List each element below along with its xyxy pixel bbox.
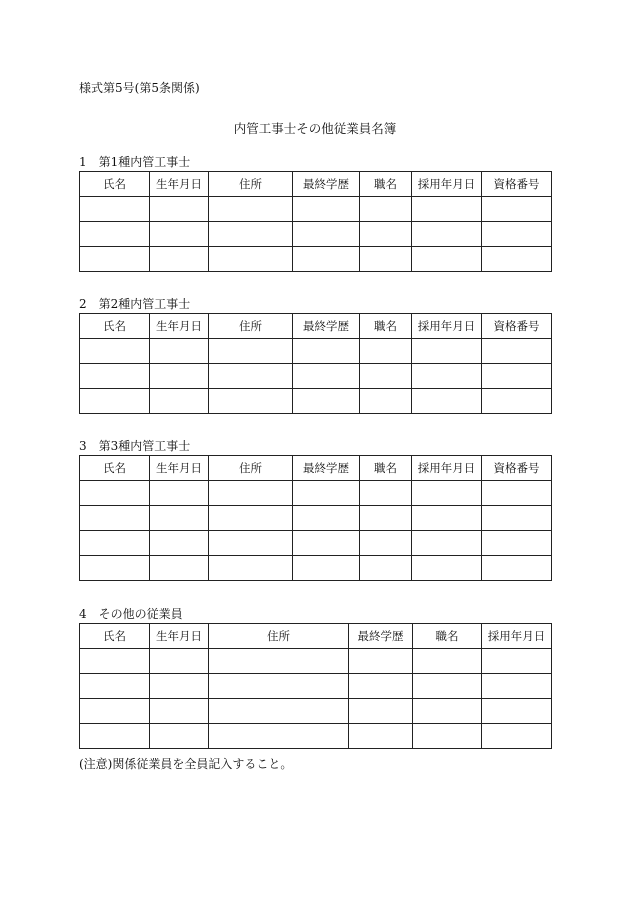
table-cell[interactable] — [412, 247, 482, 272]
table-header-row — [80, 314, 552, 339]
table-row — [80, 531, 552, 556]
table-row — [80, 247, 552, 272]
column-header: 採用年月日 — [482, 624, 552, 649]
table-row — [80, 506, 552, 531]
table-row — [80, 364, 552, 389]
table-cell[interactable] — [360, 556, 412, 581]
table-cell[interactable] — [360, 481, 412, 506]
table-cell[interactable] — [482, 222, 552, 247]
table-cell[interactable] — [293, 364, 360, 389]
column-header: 資格番号 — [482, 314, 552, 339]
table-cell[interactable] — [150, 389, 209, 414]
table-row — [80, 389, 552, 414]
table-cell[interactable] — [209, 699, 349, 724]
table-cell[interactable] — [360, 389, 412, 414]
table-cell[interactable] — [80, 197, 150, 222]
table-cell[interactable] — [360, 222, 412, 247]
column-header: 資格番号 — [482, 456, 552, 481]
table-cell[interactable] — [80, 339, 150, 364]
table-cell[interactable] — [209, 556, 293, 581]
table-cell[interactable] — [482, 506, 552, 531]
table-cell[interactable] — [209, 724, 349, 749]
table-header-row — [80, 456, 552, 481]
table-cell[interactable] — [150, 531, 209, 556]
table-row — [80, 699, 552, 724]
table-cell[interactable] — [150, 556, 209, 581]
table-cell[interactable] — [209, 222, 293, 247]
table-cell[interactable] — [412, 339, 482, 364]
table-cell[interactable] — [80, 389, 150, 414]
column-header: 職名 — [360, 456, 412, 481]
table-cell[interactable] — [412, 389, 482, 414]
table-cell[interactable] — [293, 197, 360, 222]
column-header: 採用年月日 — [412, 172, 482, 197]
table-cell[interactable] — [293, 556, 360, 581]
table-cell[interactable] — [482, 481, 552, 506]
table-cell[interactable] — [80, 556, 150, 581]
section-heading: 2 第2種内管工事士 — [79, 297, 191, 311]
section-heading: 4 その他の従業員 — [79, 607, 183, 621]
table-row — [80, 649, 552, 674]
column-header: 資格番号 — [482, 172, 552, 197]
table-cell[interactable] — [209, 339, 293, 364]
column-header: 職名 — [413, 624, 482, 649]
table-cell[interactable] — [80, 481, 150, 506]
column-header: 最終学歴 — [293, 314, 360, 339]
section-first-class — [79, 154, 551, 272]
table-cell[interactable] — [482, 674, 552, 699]
table-cell[interactable] — [150, 674, 209, 699]
table-cell[interactable] — [360, 339, 412, 364]
column-header: 最終学歴 — [349, 624, 413, 649]
table-cell[interactable] — [349, 724, 413, 749]
table-cell[interactable] — [150, 364, 209, 389]
column-header: 氏名 — [80, 314, 150, 339]
table-cell[interactable] — [293, 247, 360, 272]
column-header: 氏名 — [80, 172, 150, 197]
table-cell[interactable] — [80, 724, 150, 749]
column-header: 職名 — [360, 314, 412, 339]
column-header: 職名 — [360, 172, 412, 197]
table-cell[interactable] — [209, 247, 293, 272]
table-cell[interactable] — [413, 674, 482, 699]
form-reference: 様式第5号(第5条関係) — [79, 81, 200, 95]
employee-table — [79, 313, 552, 414]
table-cell[interactable] — [482, 247, 552, 272]
table-cell[interactable] — [150, 724, 209, 749]
table-cell[interactable] — [360, 364, 412, 389]
table-cell[interactable] — [80, 674, 150, 699]
table-row — [80, 197, 552, 222]
table-cell[interactable] — [80, 222, 150, 247]
section-second-class — [79, 296, 551, 414]
table-row — [80, 339, 552, 364]
column-header: 生年月日 — [150, 456, 209, 481]
table-cell[interactable] — [209, 389, 293, 414]
table-cell[interactable] — [360, 197, 412, 222]
table-cell[interactable] — [412, 531, 482, 556]
table-cell[interactable] — [360, 531, 412, 556]
column-header: 氏名 — [80, 456, 150, 481]
table-cell[interactable] — [209, 364, 293, 389]
table-cell[interactable] — [209, 649, 349, 674]
column-header: 最終学歴 — [293, 172, 360, 197]
column-header: 生年月日 — [150, 624, 209, 649]
table-cell[interactable] — [360, 247, 412, 272]
table-cell[interactable] — [413, 724, 482, 749]
table-cell[interactable] — [80, 364, 150, 389]
column-header: 採用年月日 — [412, 314, 482, 339]
table-cell[interactable] — [80, 247, 150, 272]
table-cell[interactable] — [150, 649, 209, 674]
table-cell[interactable] — [360, 506, 412, 531]
table-cell[interactable] — [482, 339, 552, 364]
column-header: 採用年月日 — [412, 456, 482, 481]
table-cell[interactable] — [349, 674, 413, 699]
table-cell[interactable] — [482, 699, 552, 724]
table-cell[interactable] — [293, 389, 360, 414]
table-cell[interactable] — [412, 556, 482, 581]
table-cell[interactable] — [412, 197, 482, 222]
table-cell[interactable] — [150, 339, 209, 364]
table-cell[interactable] — [150, 506, 209, 531]
table-cell[interactable] — [412, 481, 482, 506]
table-cell[interactable] — [150, 699, 209, 724]
column-header: 最終学歴 — [293, 456, 360, 481]
table-row — [80, 481, 552, 506]
table-cell[interactable] — [412, 222, 482, 247]
table-cell[interactable] — [482, 649, 552, 674]
table-cell[interactable] — [293, 481, 360, 506]
table-cell[interactable] — [150, 481, 209, 506]
table-cell[interactable] — [482, 389, 552, 414]
table-cell[interactable] — [413, 649, 482, 674]
employee-table — [79, 455, 552, 581]
table-cell[interactable] — [412, 506, 482, 531]
section-heading: 1 第1種内管工事士 — [79, 155, 191, 169]
table-cell[interactable] — [413, 699, 482, 724]
column-header: 生年月日 — [150, 314, 209, 339]
document-title: 内管工事士その他従業員名簿 — [233, 121, 397, 136]
table-cell[interactable] — [209, 481, 293, 506]
table-cell[interactable] — [482, 364, 552, 389]
table-cell[interactable] — [349, 699, 413, 724]
table-cell[interactable] — [209, 674, 349, 699]
table-cell[interactable] — [293, 339, 360, 364]
table-cell[interactable] — [150, 222, 209, 247]
table-cell[interactable] — [150, 247, 209, 272]
section-other-employees — [79, 606, 551, 749]
table-cell[interactable] — [80, 699, 150, 724]
column-header: 住所 — [209, 172, 293, 197]
employee-table — [79, 623, 552, 749]
table-cell[interactable] — [80, 531, 150, 556]
table-cell[interactable] — [412, 364, 482, 389]
table-cell[interactable] — [349, 649, 413, 674]
table-cell[interactable] — [482, 724, 552, 749]
table-cell[interactable] — [293, 531, 360, 556]
table-row — [80, 556, 552, 581]
column-header: 住所 — [209, 624, 349, 649]
table-cell[interactable] — [482, 531, 552, 556]
table-cell[interactable] — [482, 197, 552, 222]
table-cell[interactable] — [80, 649, 150, 674]
table-cell[interactable] — [209, 197, 293, 222]
table-header-row — [80, 172, 552, 197]
footnote: (注意)関係従業員を全員記入すること。 — [79, 757, 293, 771]
table-cell[interactable] — [150, 197, 209, 222]
column-header: 住所 — [209, 456, 293, 481]
column-header: 生年月日 — [150, 172, 209, 197]
table-row — [80, 674, 552, 699]
section-heading: 3 第3種内管工事士 — [79, 439, 191, 453]
table-header-row — [80, 624, 552, 649]
table-cell[interactable] — [80, 506, 150, 531]
column-header: 氏名 — [80, 624, 150, 649]
employee-table — [79, 171, 552, 272]
table-cell[interactable] — [482, 556, 552, 581]
table-cell[interactable] — [209, 531, 293, 556]
table-row — [80, 222, 552, 247]
section-third-class — [79, 438, 551, 581]
column-header: 住所 — [209, 314, 293, 339]
table-row — [80, 724, 552, 749]
table-cell[interactable] — [209, 506, 293, 531]
table-cell[interactable] — [293, 222, 360, 247]
table-cell[interactable] — [293, 506, 360, 531]
